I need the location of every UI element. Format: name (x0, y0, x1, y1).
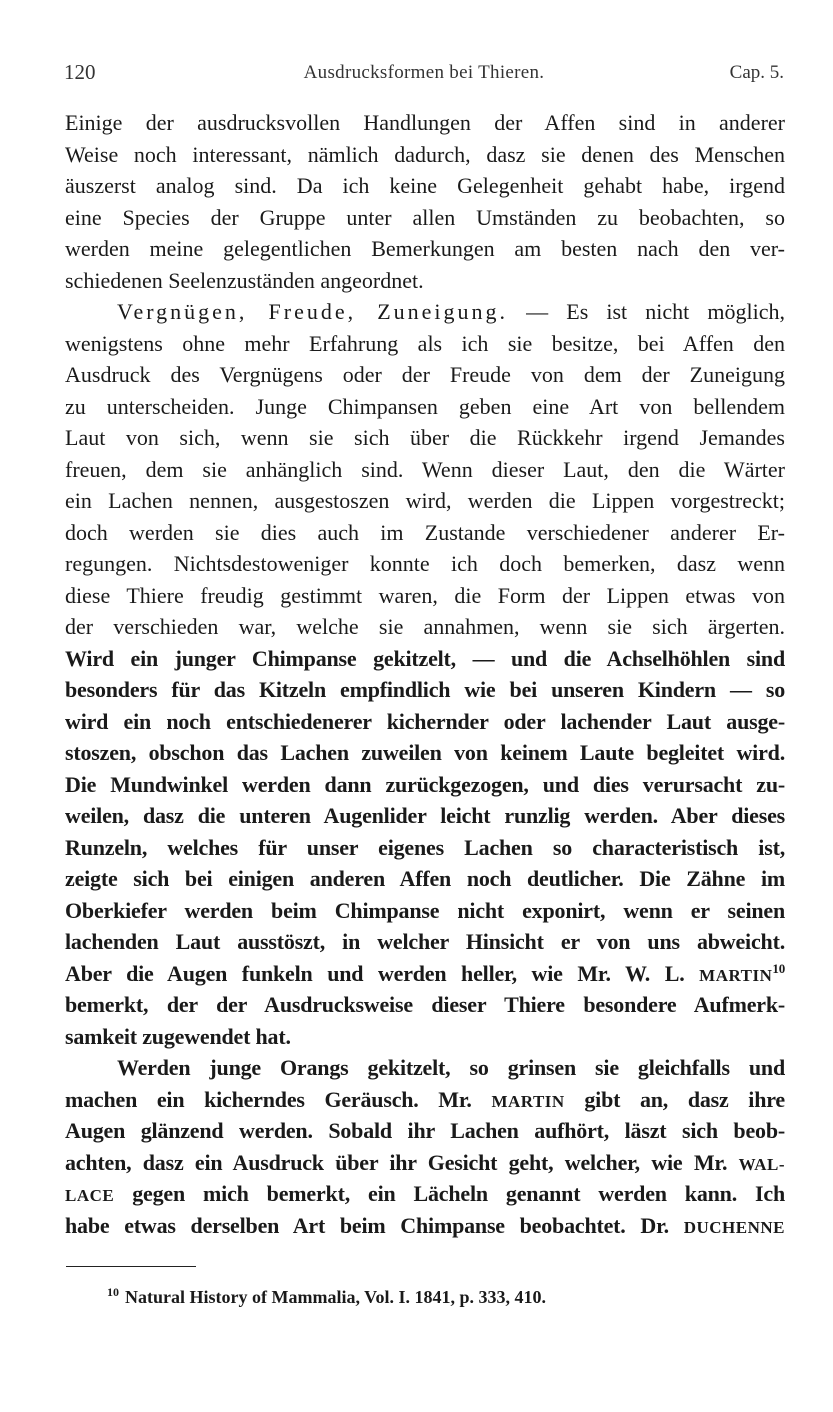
text-line (65, 1084, 785, 1116)
text-line: zeigte sich bei einigen anderen Affen noch deutlicher. Die Zähne im (65, 866, 785, 891)
text-line: Oberkiefer werden beim Chimpanse nicht exponirt, wenn er seinen (65, 897, 785, 923)
text-fragment: machen ein kicherndes Geräusch. Mr. (65, 1086, 492, 1112)
text-fragment: achten, dasz ein Ausdruck über ihr Gesicht geht, welcher, wie Mr. (65, 1149, 739, 1175)
text-line: samkeit zugewendet hat. (65, 1023, 291, 1049)
text-line: Ausdruck des Vergnügens oder der Freude von dem der Zuneigung (65, 362, 785, 387)
text-line (65, 1147, 785, 1179)
text-line: Augen glänzend werden. Sobald ihr Lachen aufhört, läszt sich beob- (65, 1118, 785, 1143)
text-fragment: gegen mich bemerkt, ein Lächeln genannt werden kann. Ich (114, 1181, 785, 1206)
text-line: freuen, dem sie anhänglich sind. Wenn dieser Laut, den die Wärter (65, 456, 785, 482)
text-fragment: gibt an, dasz ihre (564, 1086, 785, 1112)
text-line: ein Lachen nennen, ausgestoszen wird, werden die Lippen vorgestreckt; (65, 488, 785, 513)
text-line (65, 1178, 785, 1210)
text-line: bemerkt, der der Ausdrucksweise dieser Thiere besondere Aufmerk- (65, 992, 785, 1017)
author-name-smallcaps: MARTIN (491, 1091, 565, 1111)
author-name-smallcaps: MARTIN (699, 965, 773, 985)
text-line: Runzeln, welches für unser eigenes Lachen so characteristisch ist, (65, 834, 785, 860)
text-line: regungen. Nichtsdestoweniger konnte ich doch bemerken, dasz wenn (65, 551, 785, 576)
text-line: Laut von sich, wenn sie sich über die Rückkehr irgend Jemandes (65, 425, 785, 450)
footnote-divider (66, 1266, 196, 1267)
text-line: stoszen, obschon das Lachen zuweilen von keinem Laute begleitet wird. (65, 740, 785, 765)
text-line: äuszerst analog sind. Da ich keine Gelegenheit gehabt habe, irgend (65, 173, 785, 198)
author-name-smallcaps: WAL- (738, 1154, 785, 1174)
text-line: weilen, dasz die unteren Augenlider leicht runzlig werden. Aber dieses (65, 803, 785, 828)
text-line: schiedenen Seelenzuständen angeordnet. (65, 267, 424, 293)
text-line: Weise noch interessant, nämlich dadurch, dasz sie denen des Menschen (65, 141, 785, 167)
footnote (107, 1287, 546, 1308)
main-text (65, 107, 785, 1241)
author-name-smallcaps: LACE (65, 1186, 115, 1205)
section-heading: Vergnügen, Freude, Zuneigung. (117, 299, 509, 324)
chapter-reference: Cap. 5. (729, 62, 784, 83)
text-line: Die Mundwinkel werden dann zurückgezogen, und dies verursacht zu- (65, 771, 785, 797)
text-line: Wird ein junger Chimpanse gekitzelt, — und die Achselhöhlen sind (65, 645, 785, 671)
text-line: lachenden Laut ausstöszt, in welcher Hinsicht er von uns abweicht. (65, 929, 785, 954)
text-line (65, 1210, 785, 1242)
text-line: wird ein noch entschiedenerer kichernder oder lachender Laut ausge- (65, 708, 785, 734)
text-fragment: Aber die Augen funkeln und werden heller, wie Mr. W. L. (65, 960, 700, 986)
text-line: Einige der ausdrucksvollen Handlungen der Affen sind in anderer (65, 110, 785, 135)
text-line: diese Thiere freudig gestimmt waren, die Form der Lippen etwas von (65, 582, 785, 608)
footnote-text: Natural History of Mammalia, Vol. I. 1841, p. 333, 410. (125, 1287, 546, 1307)
text-fragment: habe etwas derselben Art beim Chimpanse beobachtet. Dr. (65, 1212, 684, 1238)
text-line: Werden junge Orangs gekitzelt, so grinsen sie gleichfalls und (117, 1055, 785, 1080)
running-header (64, 60, 784, 90)
text-line (65, 958, 785, 990)
footnote-reference: 10 (772, 960, 785, 976)
author-name-smallcaps: DUCHENNE (683, 1217, 785, 1237)
text-line: werden meine gelegentlichen Bemerkungen am besten nach den ver- (65, 236, 785, 261)
text-line: eine Species der Gruppe unter allen Umständen zu beobachten, so (65, 204, 785, 230)
text-line: doch werden sie dies auch im Zustande verschiedener anderer Er- (65, 519, 785, 545)
footnote-marker: 10 (107, 1285, 119, 1299)
text-line: der verschieden war, welche sie annahmen, wenn sie sich ärgerten. (65, 614, 785, 639)
text-line: besonders für das Kitzeln empfindlich wie bei unseren Kindern — so (65, 677, 785, 702)
page-number: 120 (64, 60, 96, 84)
text-line: zu unterscheiden. Junge Chimpansen geben eine Art von bellendem (65, 393, 785, 419)
section-heading-line (65, 296, 785, 328)
text-fragment: — Es ist nicht möglich, (508, 299, 785, 324)
running-title: Ausdrucksformen bei Thieren. (303, 62, 545, 83)
text-line: wenigstens ohne mehr Erfahrung als ich sie besitze, bei Affen den (65, 330, 785, 356)
bold-text-block (65, 643, 785, 1242)
